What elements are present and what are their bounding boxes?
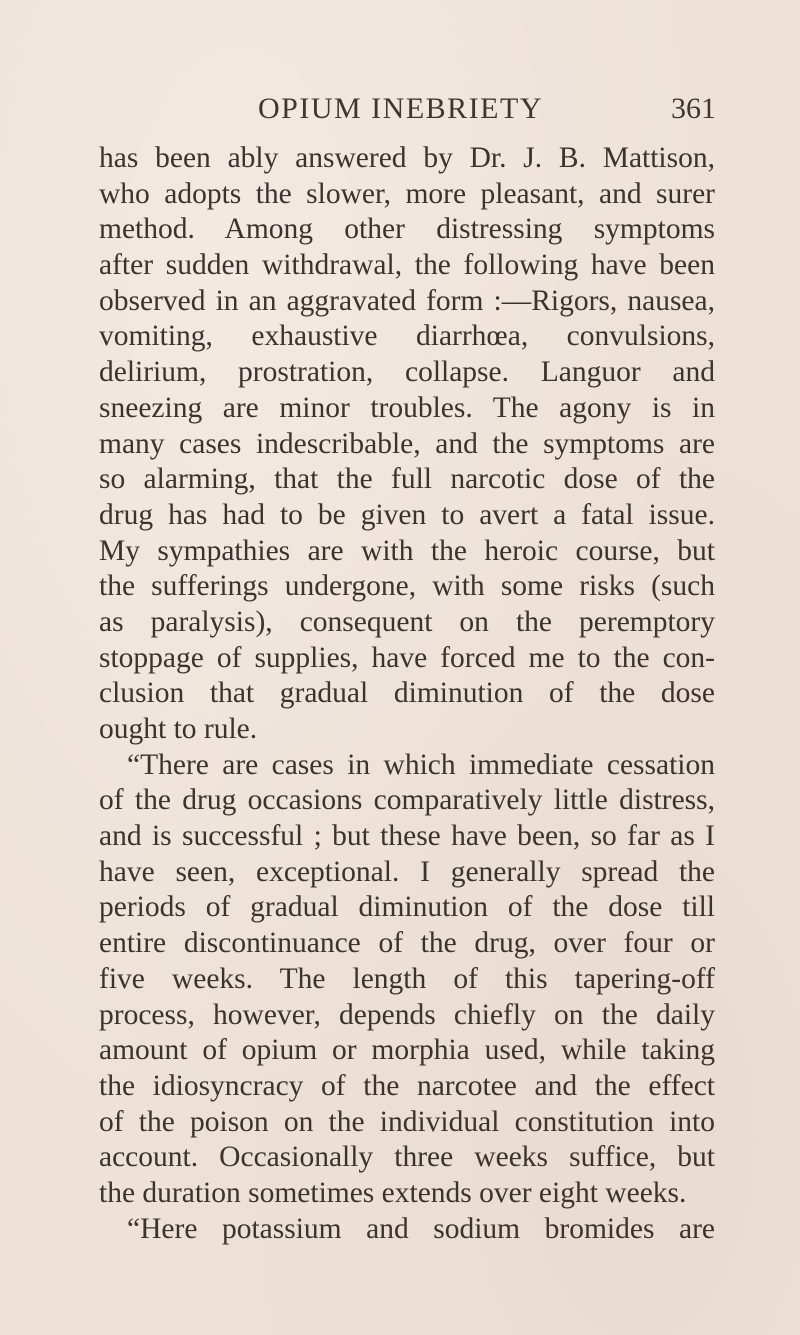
text-line: stoppage of supplies, have forced me to the con- [99, 641, 715, 674]
text-line: account. Occasionally three weeks suffice, but [99, 1141, 715, 1174]
text-line: of the drug occasions comparatively little distress, [99, 784, 715, 817]
text-line: process, however, depends chiefly on the daily [99, 998, 715, 1031]
text-line: amount of opium or morphia used, while taking [99, 1034, 715, 1067]
text-line: entire discontinuance of the drug, over four or [99, 927, 715, 960]
text-line: after sudden withdrawal, the following have been [99, 249, 715, 282]
running-title: OPIUM INEBRIETY [258, 92, 543, 125]
text-line: and is successful ; but these have been, so far as I [99, 820, 715, 853]
text-line: of the poison on the individual constitution into [99, 1105, 715, 1138]
paragraph-end-line: ought to rule. [99, 713, 258, 745]
text-line: as paralysis), consequent on the peremptory [99, 605, 715, 638]
text-line: has been ably answered by Dr. J. B. Mattison, [99, 142, 715, 174]
text-line: observed in an aggravated form :—Rigors, nausea, [99, 284, 715, 317]
text-line: five weeks. The length of this tapering-off [99, 962, 715, 995]
text-line: so alarming, that the full narcotic dose of the [99, 463, 715, 496]
text-line: clusion that gradual diminution of the dose [99, 677, 715, 710]
text-line: vomiting, exhaustive diarrhœa, convulsions, [99, 320, 715, 353]
text-line: the idiosyncracy of the narcotee and the effect [99, 1069, 715, 1102]
text-line: delirium, prostration, collapse. Languor and [99, 356, 715, 389]
text-line: many cases indescribable, and the symptoms are [99, 427, 715, 460]
body-text [99, 141, 715, 1247]
paragraph-start-line: “Here potassium and sodium bromides are [127, 1212, 715, 1245]
text-line: who adopts the slower, more pleasant, and surer [99, 177, 715, 210]
text-line: periods of gradual diminution of the dose till [99, 891, 715, 924]
text-line: have seen, exceptional. I generally spread the [99, 855, 715, 888]
running-head [258, 92, 716, 132]
paragraph-start-line: “There are cases in which immediate cessation [127, 748, 715, 781]
page-number: 361 [671, 92, 716, 125]
text-line: My sympathies are with the heroic course, but [99, 534, 715, 567]
text-line: method. Among other distressing symptoms [99, 213, 715, 246]
text-line: the sufferings undergone, with some risks (such [99, 570, 715, 603]
text-line: sneezing are minor troubles. The agony is in [99, 391, 715, 424]
paragraph-end-line: the duration sometimes extends over eight weeks. [99, 1176, 687, 1209]
text-line: drug has had to be given to avert a fatal issue. [99, 498, 715, 531]
